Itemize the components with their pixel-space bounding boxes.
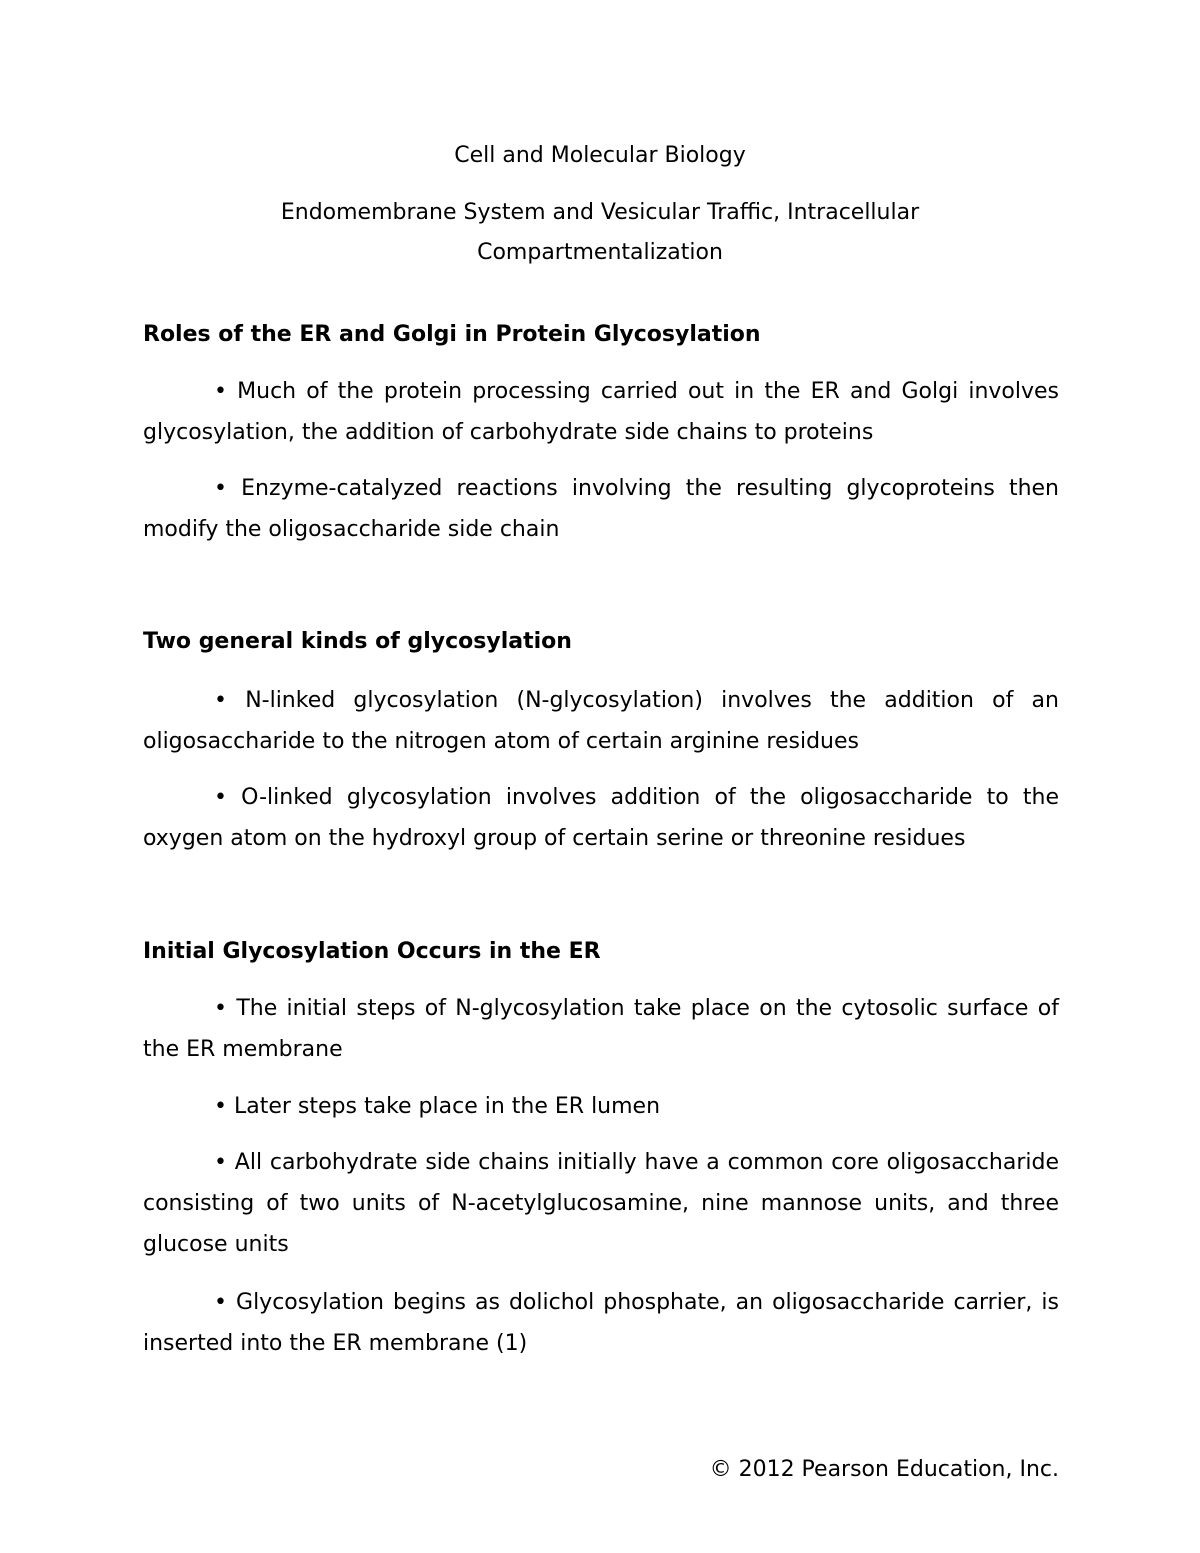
bullet-item (143, 680, 1059, 762)
section-heading-initial-glycosylation: Initial Glycosylation Occurs in the ER (143, 939, 601, 964)
bullet-text: O-linked glycosylation involves addition of the oligosaccharide to the oxygen atom on the hydroxyl group of certain serine or threonine residues (143, 785, 1059, 851)
bullet-item (143, 777, 1059, 859)
bullet-item (143, 1282, 1059, 1364)
copyright-footer: © 2012 Pearson Education, Inc. (709, 1457, 1059, 1482)
bullet-text: All carbohydrate side chains initially have a common core oligosaccharide consisting of two units of N-acetylglucosamine, nine mannose units, and three glucose units (143, 1150, 1059, 1257)
bullet-icon: • (214, 996, 227, 1021)
bullet-item (143, 371, 1059, 453)
bullet-icon: • (214, 785, 227, 810)
course-title: Cell and Molecular Biology (454, 143, 746, 168)
bullet-icon: • (214, 688, 227, 713)
section-heading-er-golgi-roles: Roles of the ER and Golgi in Protein Glycosylation (143, 322, 761, 347)
bullet-text: Much of the protein processing carried out in the ER and Golgi involves glycosylation, the addition of carbohydrate side chains to proteins (143, 379, 1059, 445)
bullet-icon: • (214, 379, 227, 404)
chapter-title: Endomembrane System and Vesicular Traffic, Intracellular Compartmentalization (280, 200, 920, 265)
bullet-text: Later steps take place in the ER lumen (233, 1094, 661, 1119)
bullet-text: N-linked glycosylation (N-glycosylation) involves the addition of an oligosaccharide to the nitrogen atom of certain arginine residues (143, 688, 1059, 754)
bullet-icon: • (214, 1290, 227, 1315)
bullet-icon: • (214, 476, 227, 501)
bullet-text: Glycosylation begins as dolichol phosphate, an oligosaccharide carrier, is inserted into the ER membrane (1) (143, 1290, 1060, 1356)
bullet-item (143, 1086, 1059, 1127)
bullet-item (143, 1142, 1059, 1265)
section-heading-glycosylation-kinds: Two general kinds of glycosylation (143, 629, 572, 654)
bullet-text: The initial steps of N-glycosylation take place on the cytosolic surface of the ER membrane (143, 996, 1059, 1062)
bullet-item (143, 468, 1059, 550)
bullet-icon: • (214, 1150, 227, 1175)
bullet-text: Enzyme-catalyzed reactions involving the resulting glycoproteins then modify the oligosaccharide side chain (143, 476, 1059, 542)
bullet-icon: • (214, 1094, 227, 1119)
bullet-item (143, 988, 1059, 1070)
